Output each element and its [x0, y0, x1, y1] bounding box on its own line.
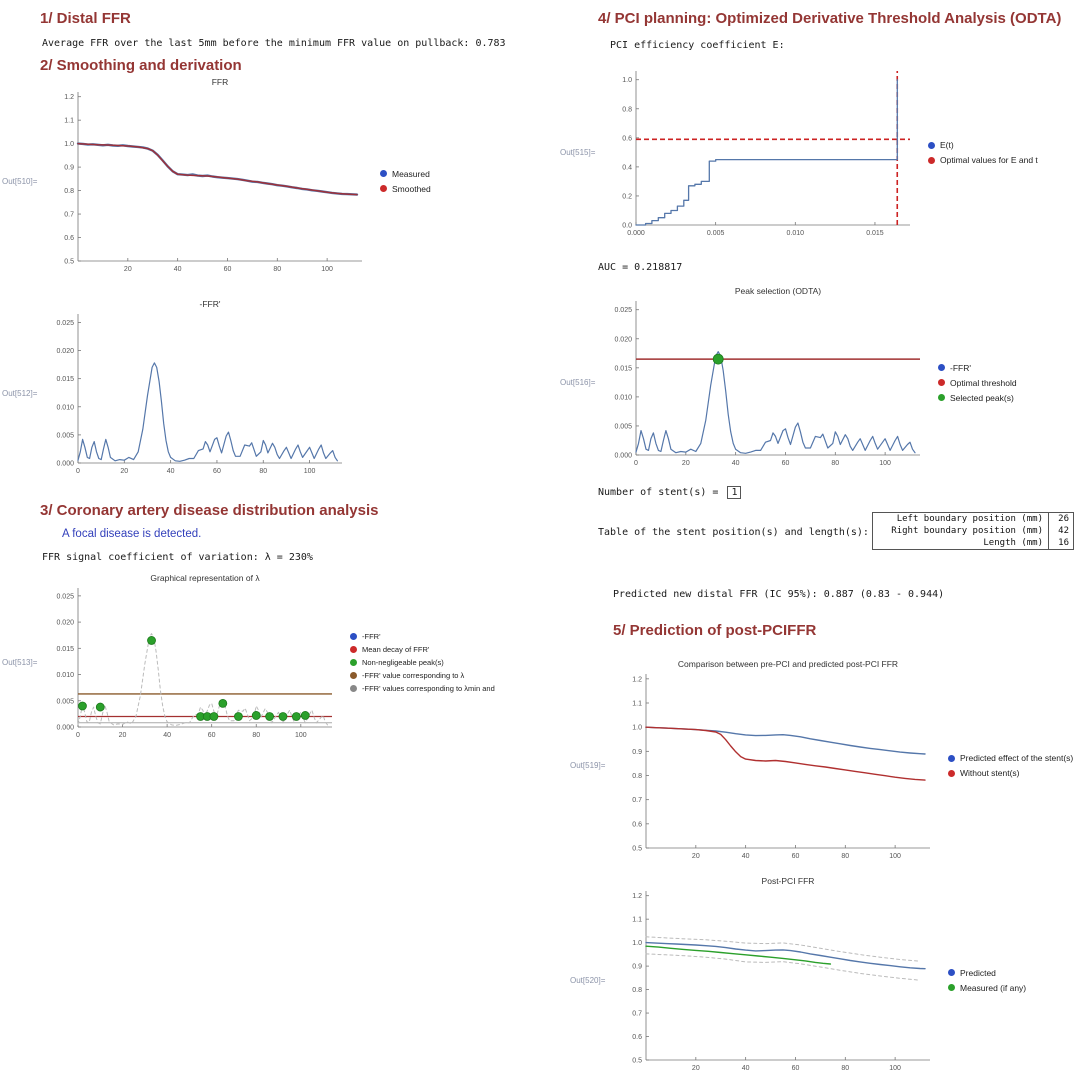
auc-text: AUC = 0.218817 — [598, 262, 683, 273]
legend-item — [948, 983, 1026, 993]
svg-text:60: 60 — [791, 853, 800, 860]
svg-text:0: 0 — [76, 468, 80, 475]
legend-item — [938, 378, 1017, 388]
legend-dot-icon — [350, 672, 357, 679]
distal-ffr-result-text: Average FFR over the last 5mm before the minimum FFR value on pullback: 0.783 — [42, 38, 506, 49]
svg-text:0.015: 0.015 — [866, 230, 884, 237]
svg-text:1.1: 1.1 — [632, 916, 642, 924]
lambda-chart-block — [2, 572, 495, 752]
svg-text:0.7: 0.7 — [632, 1010, 642, 1018]
svg-text:0.025: 0.025 — [614, 307, 632, 315]
legend-label: Optimal threshold — [950, 377, 1017, 388]
legend-dot-icon — [938, 364, 945, 371]
ffr-derivative-chart-block — [2, 298, 360, 488]
svg-text:0.6: 0.6 — [632, 1034, 642, 1042]
svg-text:0.000: 0.000 — [56, 724, 74, 732]
comparison-chart — [610, 658, 940, 873]
svg-text:0.7: 0.7 — [632, 797, 642, 805]
legend-item — [350, 671, 495, 680]
ffr-chart-legend — [380, 169, 431, 194]
efficiency-chart-legend — [928, 140, 1038, 165]
svg-text:0.9: 0.9 — [632, 748, 642, 756]
legend-label: Measured (if any) — [960, 982, 1027, 993]
svg-text:60: 60 — [223, 266, 232, 273]
svg-text:0.000: 0.000 — [614, 452, 632, 460]
section-4-title: 4/ PCI planning: Optimized Derivative Threshold Analysis (ODTA) — [598, 10, 1062, 27]
legend-dot-icon — [928, 142, 935, 149]
peak-selection-chart-block — [560, 285, 1017, 480]
svg-text:80: 80 — [252, 732, 261, 739]
svg-text:0.0: 0.0 — [622, 222, 632, 230]
svg-text:0.005: 0.005 — [614, 423, 632, 431]
svg-text:0.010: 0.010 — [56, 404, 74, 412]
svg-text:60: 60 — [791, 1065, 800, 1072]
legend-label: -FFR' values corresponding to λmin and — [362, 683, 495, 693]
svg-text:0.6: 0.6 — [64, 235, 74, 243]
lambda-chart — [42, 572, 342, 752]
svg-text:0.005: 0.005 — [706, 230, 725, 237]
efficiency-chart-block — [560, 55, 1038, 250]
legend-dot-icon — [350, 659, 357, 666]
table-row-value: 16 — [1048, 537, 1073, 549]
out-label-519: Out[519]= — [570, 761, 606, 770]
svg-text:0.020: 0.020 — [56, 619, 74, 627]
svg-text:100: 100 — [321, 266, 333, 273]
svg-text:0.000: 0.000 — [56, 460, 74, 468]
svg-text:0.010: 0.010 — [786, 230, 805, 237]
svg-text:1.0: 1.0 — [632, 724, 642, 732]
svg-text:0.005: 0.005 — [56, 698, 74, 706]
svg-text:60: 60 — [207, 732, 216, 739]
legend-label: Optimal values for E and t — [940, 155, 1038, 165]
legend-dot-icon — [948, 969, 955, 976]
svg-text:60: 60 — [213, 468, 221, 475]
svg-text:1.2: 1.2 — [632, 676, 642, 684]
stent-count-label: Number of stent(s) = — [598, 487, 725, 498]
svg-text:40: 40 — [731, 460, 740, 467]
legend-label: Mean decay of FFR' — [362, 644, 430, 654]
peak-selection-chart-legend — [938, 363, 1017, 403]
svg-text:40: 40 — [163, 732, 172, 739]
legend-dot-icon — [948, 770, 955, 777]
legend-dot-icon — [350, 646, 357, 653]
legend-dot-icon — [380, 185, 387, 192]
ffr-chart-block — [2, 76, 431, 286]
legend-label: -FFR' — [362, 631, 381, 641]
table-row-value: 26 — [1048, 513, 1073, 525]
svg-text:80: 80 — [841, 853, 850, 860]
svg-text:100: 100 — [303, 468, 316, 475]
legend-dot-icon — [350, 633, 357, 640]
legend-item — [928, 155, 1038, 165]
legend-item — [350, 684, 495, 693]
out-label-515: Out[515]= — [560, 148, 596, 157]
legend-dot-icon — [938, 394, 945, 401]
section-5-title: 5/ Prediction of post-PCIFFR — [613, 622, 817, 639]
svg-text:0: 0 — [634, 460, 638, 467]
svg-text:0.015: 0.015 — [56, 645, 74, 653]
svg-text:100: 100 — [889, 1065, 901, 1072]
legend-dot-icon — [948, 755, 955, 762]
legend-item — [948, 768, 1073, 778]
svg-text:1.0: 1.0 — [632, 940, 642, 948]
legend-item — [350, 645, 495, 654]
table-row — [873, 537, 1073, 549]
svg-text:0.9: 0.9 — [64, 164, 74, 172]
svg-text:0.7: 0.7 — [64, 211, 74, 219]
legend-item — [380, 169, 431, 179]
svg-text:-FFR': -FFR' — [199, 299, 221, 309]
legend-label: -FFR' — [950, 362, 971, 373]
legend-dot-icon — [380, 170, 387, 177]
svg-text:0.8: 0.8 — [632, 773, 642, 780]
svg-text:0.8: 0.8 — [64, 188, 74, 196]
svg-text:0.020: 0.020 — [614, 336, 632, 344]
svg-text:0.005: 0.005 — [56, 432, 74, 440]
legend-item — [350, 632, 495, 641]
out-label-512: Out[512]= — [2, 388, 38, 398]
svg-text:0.4: 0.4 — [622, 164, 632, 172]
section-2-title: 2/ Smoothing and derivation — [40, 57, 242, 74]
legend-item — [380, 184, 431, 194]
post-pci-chart — [610, 875, 940, 1084]
table-row-label: Left boundary position (mm) — [896, 514, 1043, 524]
svg-text:0.6: 0.6 — [622, 135, 632, 143]
legend-label: Predicted — [960, 967, 996, 978]
legend-label: E(t) — [940, 140, 954, 150]
svg-text:0.5: 0.5 — [632, 1057, 642, 1065]
svg-text:0.6: 0.6 — [632, 821, 642, 829]
legend-dot-icon — [350, 685, 357, 692]
svg-text:0.5: 0.5 — [64, 258, 74, 266]
legend-item — [938, 393, 1017, 403]
table-row-label: Right boundary position (mm) — [891, 526, 1043, 536]
stent-count-value: 1 — [727, 486, 741, 499]
out-label-516: Out[516]= — [560, 378, 596, 387]
svg-text:20: 20 — [120, 468, 129, 475]
svg-text:20: 20 — [691, 853, 700, 860]
svg-text:1.2: 1.2 — [632, 893, 642, 901]
legend-label: -FFR' value corresponding to λ — [362, 670, 465, 680]
legend-label: Predicted effect of the stent(s) — [960, 753, 1074, 763]
legend-item — [928, 140, 1038, 150]
stent-table — [872, 512, 1074, 550]
svg-text:20: 20 — [681, 460, 690, 467]
svg-text:80: 80 — [831, 460, 840, 467]
svg-text:1.2: 1.2 — [64, 94, 74, 102]
post-pci-chart-legend — [948, 968, 1026, 993]
legend-label: Selected peak(s) — [950, 392, 1014, 403]
legend-dot-icon — [938, 379, 945, 386]
svg-text:0.9: 0.9 — [632, 963, 642, 971]
svg-text:1.0: 1.0 — [64, 141, 74, 149]
svg-text:40: 40 — [741, 853, 750, 860]
svg-text:Comparison between pre-PCI and: Comparison between pre-PCI and predicted post-PCI FFR — [677, 659, 899, 669]
legend-label: Smoothed — [392, 183, 431, 194]
table-row-value: 42 — [1048, 525, 1073, 537]
coefficient-variation-text: FFR signal coefficient of variation: λ = 230% — [42, 552, 313, 563]
stent-count-line — [598, 486, 741, 499]
svg-text:60: 60 — [781, 460, 790, 467]
comparison-chart-block — [570, 658, 1073, 873]
svg-text:Post-PCI FFR: Post-PCI FFR — [761, 876, 815, 886]
svg-text:80: 80 — [273, 266, 282, 273]
out-label-520: Out[520]= — [570, 975, 606, 985]
svg-text:20: 20 — [123, 266, 132, 273]
svg-text:0.025: 0.025 — [56, 319, 74, 327]
ffr-derivative-chart — [42, 298, 352, 488]
svg-text:0.015: 0.015 — [614, 365, 632, 373]
svg-text:Peak selection (ODTA): Peak selection (ODTA) — [734, 286, 822, 296]
svg-text:80: 80 — [259, 468, 268, 475]
focal-disease-note: A focal disease is detected. — [62, 528, 202, 540]
svg-text:0.025: 0.025 — [56, 593, 74, 601]
predicted-ffr-text: Predicted new distal FFR (IC 95%): 0.887 (0.83 - 0.944) — [613, 589, 945, 600]
efficiency-chart — [600, 55, 920, 250]
section-3-title: 3/ Coronary artery disease distribution analysis — [40, 502, 379, 519]
table-row-label: Length (mm) — [983, 538, 1043, 548]
ffr-chart — [42, 76, 372, 286]
svg-text:20: 20 — [118, 732, 127, 739]
svg-text:0.015: 0.015 — [56, 376, 74, 384]
svg-text:0.000: 0.000 — [627, 230, 645, 237]
legend-dot-icon — [928, 157, 935, 164]
svg-text:0.020: 0.020 — [56, 348, 74, 356]
legend-item — [938, 363, 1017, 373]
post-pci-chart-block — [570, 875, 1026, 1084]
svg-text:0.8: 0.8 — [622, 106, 632, 114]
svg-text:0.010: 0.010 — [614, 394, 632, 402]
legend-label: Measured — [392, 168, 430, 179]
svg-text:20: 20 — [691, 1065, 700, 1072]
svg-text:Graphical representation of λ: Graphical representation of λ — [150, 573, 260, 583]
out-label-510: Out[510]= — [2, 176, 38, 186]
svg-text:80: 80 — [841, 1065, 850, 1072]
peak-selection-chart — [600, 285, 930, 480]
svg-text:40: 40 — [173, 266, 182, 273]
svg-text:100: 100 — [879, 460, 891, 467]
svg-text:1.1: 1.1 — [64, 117, 74, 125]
lambda-chart-legend — [350, 632, 495, 693]
out-label-513: Out[513]= — [2, 657, 38, 667]
table-row — [873, 513, 1073, 525]
svg-text:0.2: 0.2 — [622, 193, 632, 201]
svg-text:100: 100 — [889, 853, 901, 860]
legend-item — [350, 658, 495, 667]
stent-table-caption: Table of the stent position(s) and length(s): — [598, 527, 869, 538]
table-row — [873, 525, 1073, 537]
svg-text:1.1: 1.1 — [632, 700, 642, 708]
svg-text:1.0: 1.0 — [622, 77, 632, 85]
svg-text:0.8: 0.8 — [632, 987, 642, 995]
legend-label: Without stent(s) — [960, 768, 1020, 778]
pci-efficiency-text: PCI efficiency coefficient E: — [610, 40, 785, 51]
legend-label: Non-negligeable peak(s) — [362, 657, 444, 667]
svg-text:0.010: 0.010 — [56, 672, 74, 680]
legend-item — [948, 968, 1026, 978]
svg-text:100: 100 — [294, 732, 307, 739]
legend-dot-icon — [948, 984, 955, 991]
svg-text:0: 0 — [76, 732, 80, 739]
svg-text:40: 40 — [741, 1065, 750, 1072]
comparison-chart-legend — [948, 753, 1073, 778]
section-1-title: 1/ Distal FFR — [40, 10, 131, 27]
svg-text:0.5: 0.5 — [632, 845, 642, 853]
svg-text:40: 40 — [166, 468, 175, 475]
legend-item — [948, 753, 1073, 763]
svg-text:FFR: FFR — [211, 77, 229, 87]
